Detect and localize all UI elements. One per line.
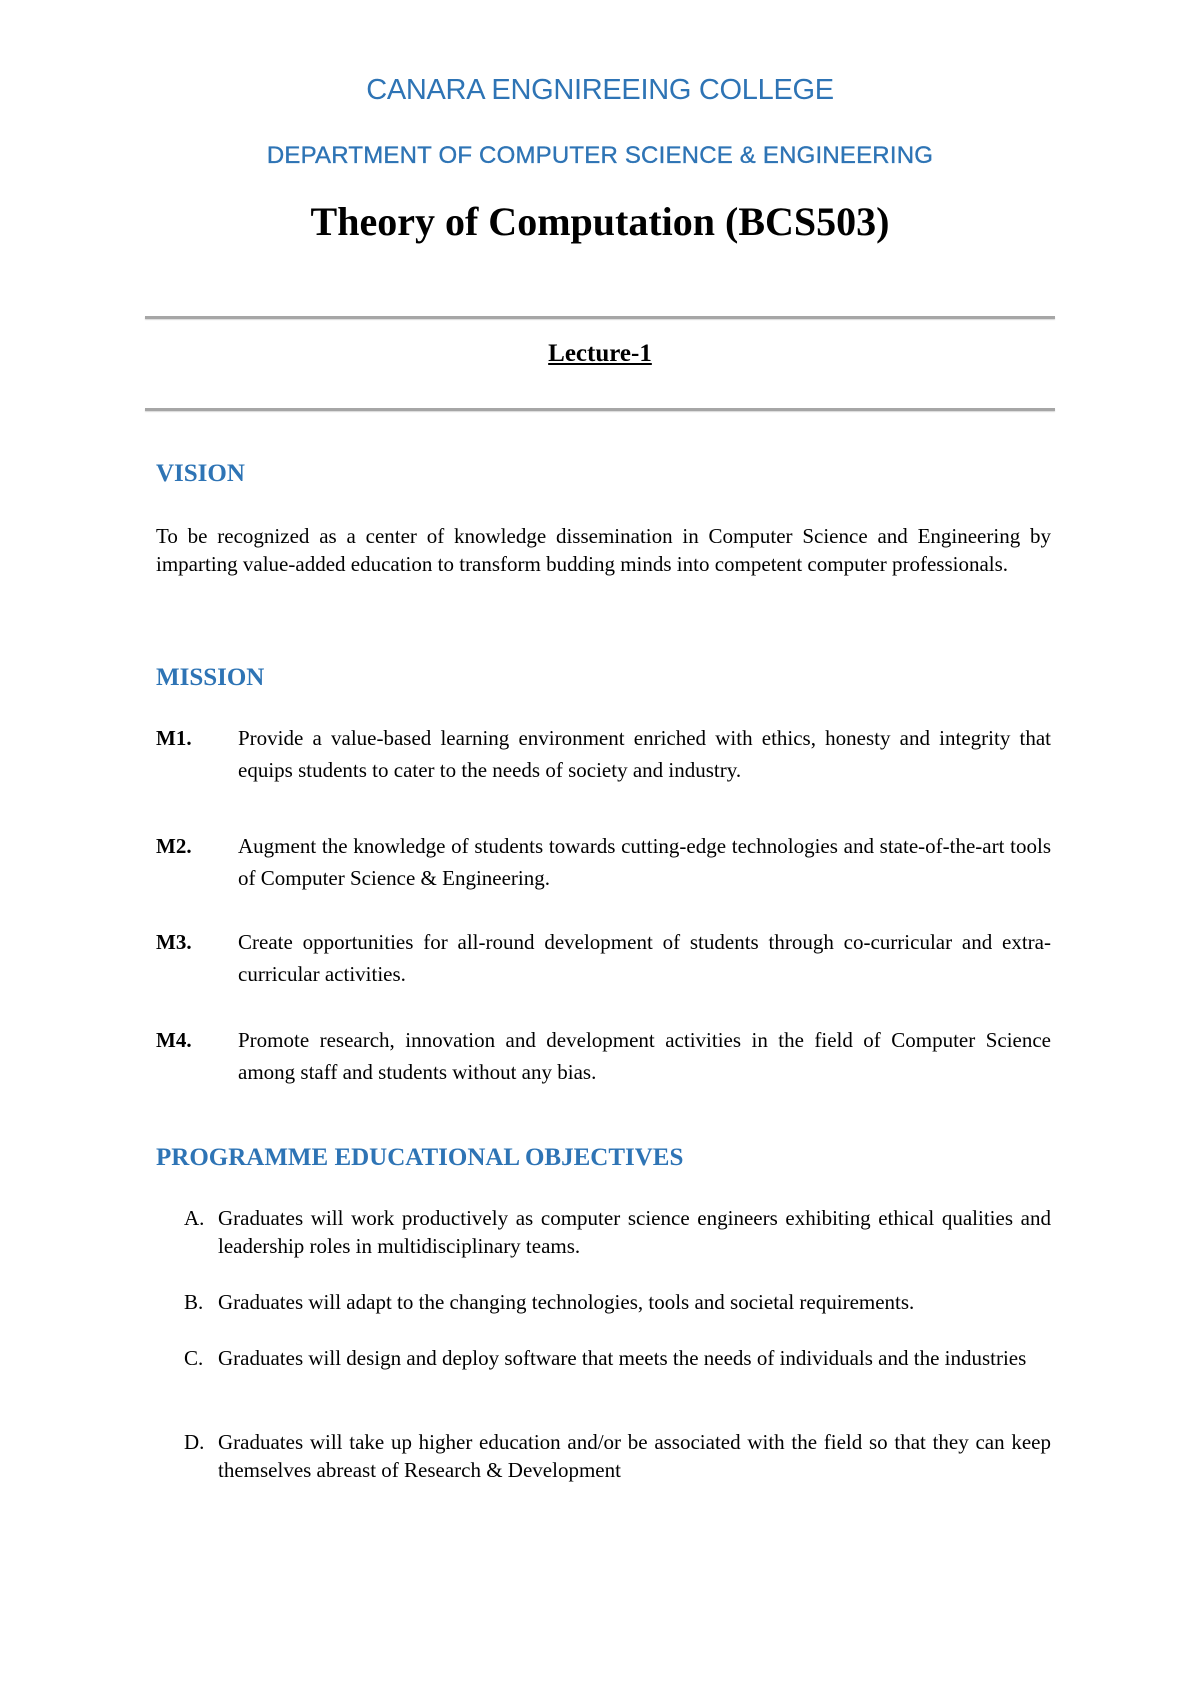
vision-heading: VISION bbox=[156, 460, 245, 487]
peo-item bbox=[184, 1288, 1051, 1316]
course-title: Theory of Computation (BCS503) bbox=[310, 199, 890, 244]
mission-label: M1. bbox=[156, 726, 192, 750]
mission-text: Augment the knowledge of students towards cutting-edge technologies and state-of-the-art tools of Computer Science & Engineering. bbox=[238, 834, 1051, 890]
peo-text: Graduates will work productively as computer science engineers exhibiting ethical qualities and leadership roles in multidisciplinary teams. bbox=[218, 1206, 1051, 1258]
department-name: DEPARTMENT OF COMPUTER SCIENCE & ENGINEERING bbox=[266, 142, 934, 169]
peo-item bbox=[184, 1204, 1051, 1260]
peo-label: B. bbox=[184, 1290, 204, 1314]
mission-label: M3. bbox=[156, 930, 192, 954]
mission-text: Create opportunities for all-round development of students through co-curricular and extra-curricular activities. bbox=[238, 930, 1051, 986]
mission-item bbox=[156, 1024, 1051, 1088]
peo-text: Graduates will adapt to the changing technologies, tools and societal requirements. bbox=[218, 1290, 915, 1314]
lecture-title: Lecture-1 bbox=[548, 340, 652, 367]
college-name: CANARA ENGNIREEING COLLEGE bbox=[366, 74, 834, 106]
mission-text: Promote research, innovation and development activities in the field of Computer Science among staff and students without any bias. bbox=[238, 1028, 1051, 1084]
mission-item bbox=[156, 830, 1051, 894]
mission-heading: MISSION bbox=[156, 664, 265, 691]
mission-label: M4. bbox=[156, 1028, 192, 1052]
peo-item bbox=[184, 1428, 1051, 1484]
vision-text: To be recognized as a center of knowledge dissemination in Computer Science and Engineering by imparting value-added education to transform budding minds into competent computer professionals. bbox=[156, 524, 1051, 576]
peo-label: A. bbox=[184, 1206, 205, 1230]
peo-label: C. bbox=[184, 1346, 204, 1370]
peo-item bbox=[184, 1344, 1051, 1372]
top-divider bbox=[145, 316, 1055, 319]
peo-text: Graduates will design and deploy software that meets the needs of individuals and the industries bbox=[218, 1346, 1027, 1370]
peo-heading: PROGRAMME EDUCATIONAL OBJECTIVES bbox=[156, 1144, 684, 1171]
peo-label: D. bbox=[184, 1430, 205, 1454]
mission-label: M2. bbox=[156, 834, 192, 858]
mission-text: Provide a value-based learning environment enriched with ethics, honesty and integrity that equips students to cater to the needs of society and industry. bbox=[238, 726, 1051, 782]
mission-item bbox=[156, 926, 1051, 990]
mission-item bbox=[156, 722, 1051, 786]
peo-text: Graduates will take up higher education and/or be associated with the field so that they can keep themselves abreast of Research & Development bbox=[218, 1430, 1051, 1482]
bottom-divider bbox=[145, 408, 1055, 411]
